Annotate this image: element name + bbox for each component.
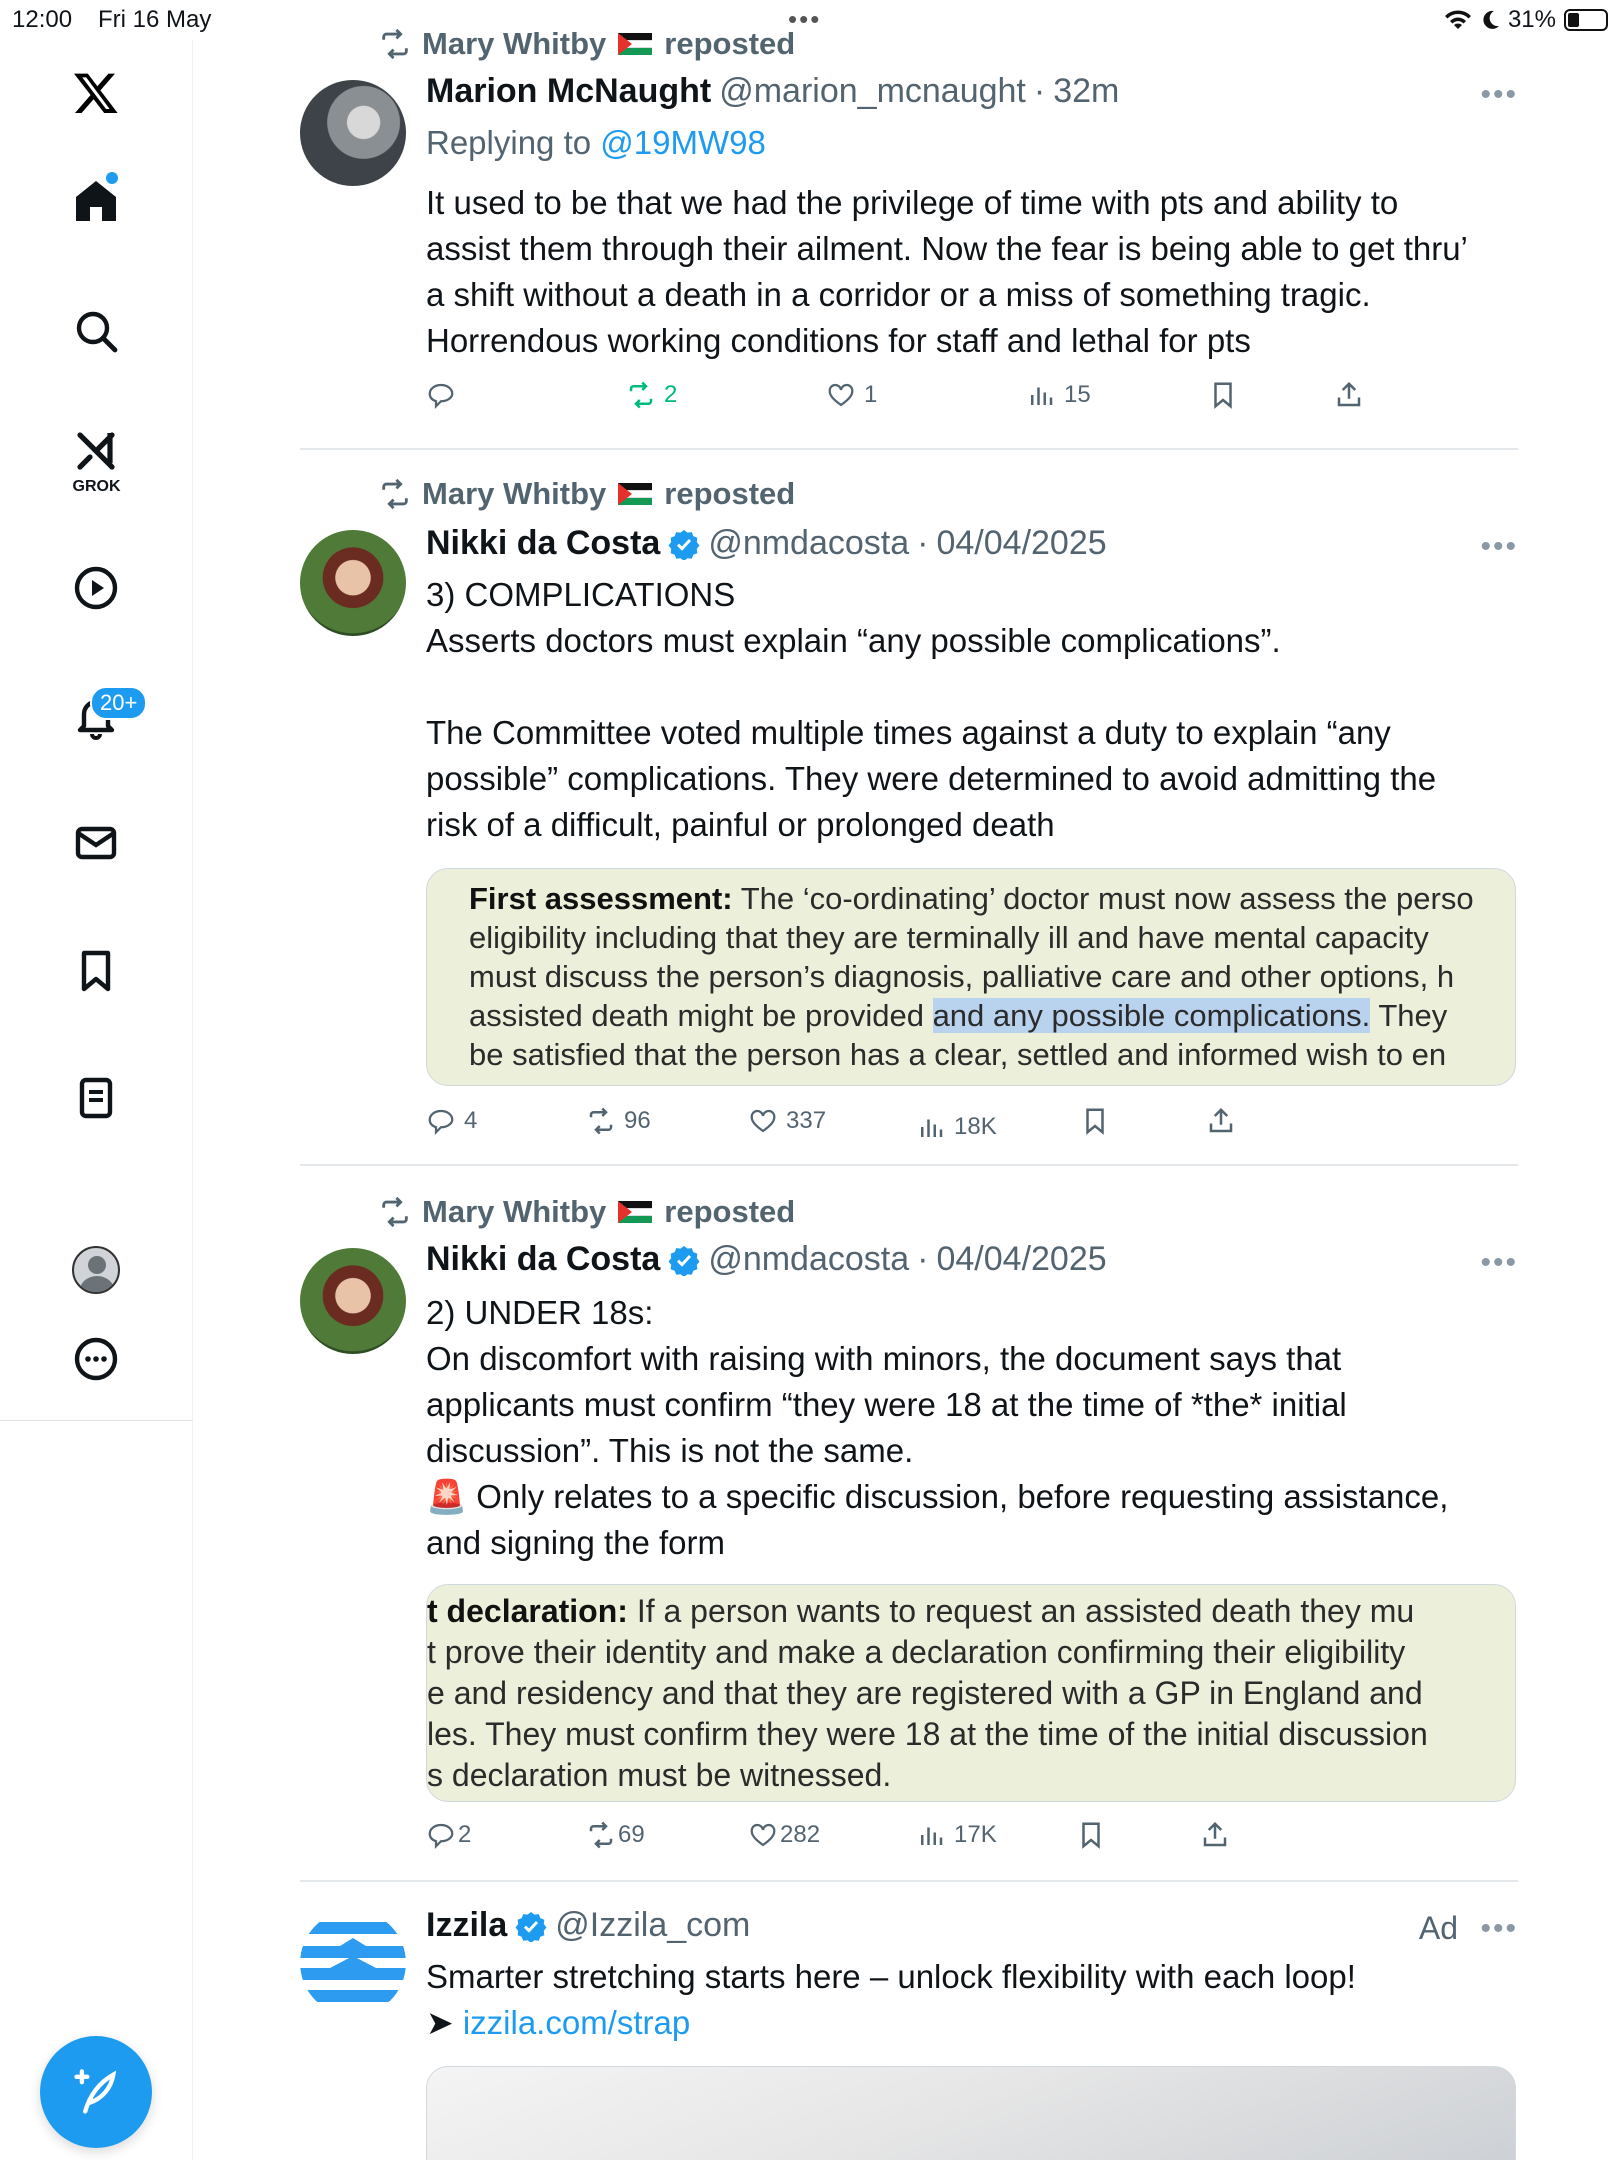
more-menu-icon[interactable]: •••: [1480, 78, 1518, 111]
like-count: 1: [864, 381, 878, 408]
notifications-badge: 20+: [90, 686, 147, 720]
author-handle[interactable]: @nmdacosta: [708, 524, 910, 562]
view-count: 17K: [954, 1821, 997, 1848]
views-button[interactable]: [916, 1820, 997, 1850]
battery-icon: [1564, 9, 1608, 31]
repost-button[interactable]: [586, 1106, 651, 1136]
tweet-text-line: 3) COMPLICATIONS: [426, 576, 736, 613]
image-line: The ‘co-ordinating’ doctor must now assess the perso: [740, 881, 1474, 916]
view-count: 15: [1064, 381, 1091, 408]
tweet-text-line: 🚨 Only relates to a specific discussion, before requesting assistance,: [426, 1478, 1449, 1515]
tweet-text: [426, 1290, 1516, 1566]
palestine-flag-icon: [618, 1201, 652, 1223]
repost-icon: [378, 477, 412, 511]
image-line: e and residency and that they are registered with a GP in England and: [427, 1675, 1423, 1711]
bookmarks-icon[interactable]: [65, 940, 127, 1002]
image-line: assisted death might be provided: [469, 998, 933, 1033]
views-button[interactable]: [916, 1112, 997, 1142]
image-line: They: [1370, 998, 1448, 1033]
verified-badge-icon: [668, 1244, 700, 1276]
author-name[interactable]: Nikki da Costa: [426, 1240, 661, 1278]
repost-count: 69: [618, 1821, 645, 1848]
like-button[interactable]: [826, 380, 877, 410]
tweet-text-line: On discomfort with raising with minors, the document says that: [426, 1340, 1342, 1377]
repost-suffix: reposted: [664, 476, 796, 511]
views-button[interactable]: [1026, 380, 1091, 410]
palestine-flag-icon: [618, 483, 652, 505]
tweet-text: [426, 1954, 1516, 2046]
share-button[interactable]: [1200, 1820, 1230, 1850]
share-icon: [1206, 1106, 1236, 1136]
repost-indicator: [378, 1194, 795, 1230]
bookmark-icon: [1208, 380, 1238, 410]
tweet-text-line: discussion”. This is not the same.: [426, 1432, 914, 1469]
tweet-text-line: Horrendous working conditions for staff and lethal for pts: [426, 322, 1251, 359]
heart-icon: [748, 1820, 778, 1850]
separator-dot: ·: [917, 1240, 929, 1278]
video-play-icon[interactable]: [65, 557, 127, 619]
view-count: 18K: [954, 1113, 997, 1140]
repost-button[interactable]: [626, 380, 677, 410]
separator-dot: ·: [1033, 72, 1046, 110]
repost-icon: [378, 27, 412, 61]
palestine-flag-icon: [618, 33, 652, 55]
bookmark-button[interactable]: [1076, 1820, 1106, 1850]
tweet-3[interactable]: [300, 1168, 1518, 1884]
tweet-time[interactable]: 04/04/2025: [936, 1240, 1107, 1278]
like-button[interactable]: [748, 1106, 826, 1136]
reply-count: 4: [464, 1107, 478, 1134]
repost-count: 2: [664, 381, 678, 408]
tweet-text: [426, 180, 1516, 364]
lists-icon[interactable]: [65, 1067, 127, 1129]
tweet-image[interactable]: [426, 868, 1516, 1086]
reply-context: [426, 124, 766, 162]
reply-button[interactable]: [426, 380, 464, 410]
more-menu-icon[interactable]: •••: [1480, 1246, 1518, 1279]
repost-suffix: reposted: [664, 26, 796, 61]
status-date: Fri 16 May: [98, 6, 212, 33]
more-menu-icon[interactable]: •••: [1480, 1912, 1518, 1945]
sidebar-divider: [0, 1420, 193, 1421]
image-line: must discuss the person’s diagnosis, palliative care and other options, h: [469, 959, 1455, 994]
tweet-text-line: applicants must confirm “they were 18 at the time of *the* initial: [426, 1386, 1347, 1423]
reply-button[interactable]: [426, 1106, 477, 1136]
tweet-text-line: possible” complications. They were determined to avoid admitting the: [426, 760, 1437, 797]
tweet-text-line: It used to be that we had the privilege of time with pts and ability to: [426, 184, 1399, 221]
link-arrow: ➤: [426, 2004, 454, 2041]
x-logo-icon[interactable]: [65, 62, 127, 124]
reply-count: 2: [458, 1821, 472, 1848]
reply-icon: [426, 1106, 456, 1136]
author-handle[interactable]: @Izzila_com: [555, 1906, 751, 1944]
bookmark-button[interactable]: [1080, 1106, 1110, 1136]
verified-badge-icon: [515, 1910, 547, 1942]
like-count: 282: [780, 1821, 821, 1848]
reply-icon: [426, 1820, 456, 1850]
repost-count: 96: [624, 1107, 651, 1134]
tweet-text-line: The Committee voted multiple times against a duty to explain “any: [426, 714, 1391, 751]
reply-prefix: Replying to: [426, 124, 592, 161]
author-avatar[interactable]: [300, 530, 406, 636]
tweet-text-line: assist them through their ailment. Now the fear is being able to get thru’: [426, 230, 1468, 267]
grok-label: GROK: [72, 478, 121, 495]
bookmark-icon: [1080, 1106, 1110, 1136]
tweet-text: [426, 572, 1516, 848]
separator-dot: ·: [917, 524, 929, 562]
sidebar: [0, 40, 193, 2160]
grok-icon[interactable]: [65, 420, 127, 482]
battery-percent: 31%: [1507, 6, 1556, 33]
tweet-header: [426, 1906, 750, 1945]
share-icon: [1334, 380, 1364, 410]
views-chart-icon: [916, 1820, 946, 1850]
tweet-2[interactable]: [300, 452, 1518, 1168]
bookmark-button[interactable]: [1208, 380, 1238, 410]
compose-feather-icon: [70, 2066, 122, 2118]
tweet-header: [426, 72, 1119, 111]
tweet-text-line: Asserts doctors must explain “any possible complications”.: [426, 622, 1281, 659]
compose-post-button[interactable]: [40, 2036, 152, 2148]
repost-indicator: [378, 476, 795, 512]
tweet-actions: [426, 1820, 1516, 1860]
tweet-text-line: a shift without a death in a corridor or a miss of something tragic.: [426, 276, 1371, 313]
views-chart-icon: [1026, 380, 1056, 410]
author-handle[interactable]: @marion_mcnaught: [719, 72, 1026, 110]
search-icon[interactable]: [65, 300, 127, 362]
author-handle[interactable]: @nmdacosta: [708, 1240, 910, 1278]
izzila-logo-icon: [300, 1910, 406, 2016]
image-line: eligibility including that they are terminally ill and have mental capacity: [469, 920, 1429, 955]
reply-button[interactable]: [426, 1820, 471, 1850]
tweet-image[interactable]: [426, 1584, 1516, 1802]
repost-button[interactable]: [586, 1820, 645, 1850]
multitasking-dots-icon[interactable]: •••: [788, 4, 822, 34]
image-text-block: [427, 1585, 1515, 1796]
repost-user[interactable]: Mary Whitby: [422, 26, 607, 61]
tweet-text-line: risk of a difficult, painful or prolonged death: [426, 806, 1055, 843]
author-name[interactable]: Izzila: [426, 1906, 508, 1944]
image-line: be satisfied that the person has a clear, settled and informed wish to en: [469, 1037, 1447, 1072]
author-name[interactable]: Marion McNaught: [426, 72, 712, 110]
author-avatar[interactable]: [300, 80, 406, 186]
image-highlight: and any possible complications.: [932, 998, 1371, 1033]
like-count: 337: [786, 1107, 827, 1134]
tweet-header: [426, 1240, 1107, 1279]
like-button[interactable]: [748, 1820, 820, 1850]
share-button[interactable]: [1206, 1106, 1236, 1136]
more-options-icon[interactable]: [65, 1328, 127, 1390]
more-menu-icon[interactable]: •••: [1480, 530, 1518, 563]
status-time: 12:00: [12, 6, 73, 33]
tweet-actions: [426, 1106, 1516, 1146]
reply-handle-link[interactable]: @19MW98: [600, 124, 766, 161]
tweet-text-line: and signing the form: [426, 1524, 726, 1561]
repost-user[interactable]: Mary Whitby: [422, 1194, 607, 1229]
author-avatar[interactable]: [300, 1248, 406, 1354]
tweet-divider: [300, 1880, 1518, 1882]
reply-icon: [426, 380, 456, 410]
image-line: t prove their identity and make a declaration confirming their eligibility: [427, 1634, 1406, 1670]
tweet-time[interactable]: 32m: [1053, 72, 1120, 110]
repost-icon: [626, 380, 656, 410]
ad-link[interactable]: izzila.com/strap: [462, 2004, 691, 2041]
image-line: If a person wants to request an assisted death they mu: [636, 1593, 1415, 1629]
repost-indicator: [378, 26, 795, 62]
repost-icon: [586, 1106, 616, 1136]
views-chart-icon: [916, 1112, 946, 1142]
share-icon: [1200, 1820, 1230, 1850]
verified-badge-icon: [668, 528, 700, 560]
ad-label: Ad: [1418, 1910, 1458, 1946]
share-button[interactable]: [1334, 380, 1364, 410]
tweet-1[interactable]: [300, 0, 1518, 452]
image-line: s declaration must be witnessed.: [427, 1757, 892, 1793]
repost-icon: [378, 1195, 412, 1229]
repost-user[interactable]: Mary Whitby: [422, 476, 607, 511]
author-name[interactable]: Nikki da Costa: [426, 524, 661, 562]
tweet-text-line: 2) UNDER 18s:: [426, 1294, 654, 1331]
tweet-time[interactable]: 04/04/2025: [936, 524, 1107, 562]
profile-avatar[interactable]: [72, 1246, 120, 1294]
heart-icon: [826, 380, 856, 410]
ad-image[interactable]: [426, 2066, 1516, 2160]
image-line: les. They must confirm they were 18 at the time of the initial discussion: [427, 1716, 1428, 1752]
tweet-actions: [426, 380, 1516, 420]
timeline-feed: [300, 0, 1518, 2160]
messages-envelope-icon[interactable]: [65, 812, 127, 874]
heart-icon: [748, 1106, 778, 1136]
bookmark-icon: [1076, 1820, 1106, 1850]
image-lead: t declaration:: [427, 1593, 628, 1629]
image-text-block: [427, 869, 1515, 1074]
izzila-logo-avatar[interactable]: [300, 1910, 406, 2016]
home-unread-dot: [106, 172, 118, 184]
image-lead: First assessment:: [469, 881, 733, 916]
promoted-tweet[interactable]: [300, 1884, 1518, 2160]
tweet-divider: [300, 1164, 1518, 1166]
tweet-header: [426, 524, 1107, 563]
tweet-divider: [300, 448, 1518, 450]
repost-suffix: reposted: [664, 1194, 796, 1229]
tweet-text-line: Smarter stretching starts here – unlock flexibility with each loop!: [426, 1958, 1356, 1995]
repost-icon: [586, 1820, 616, 1850]
